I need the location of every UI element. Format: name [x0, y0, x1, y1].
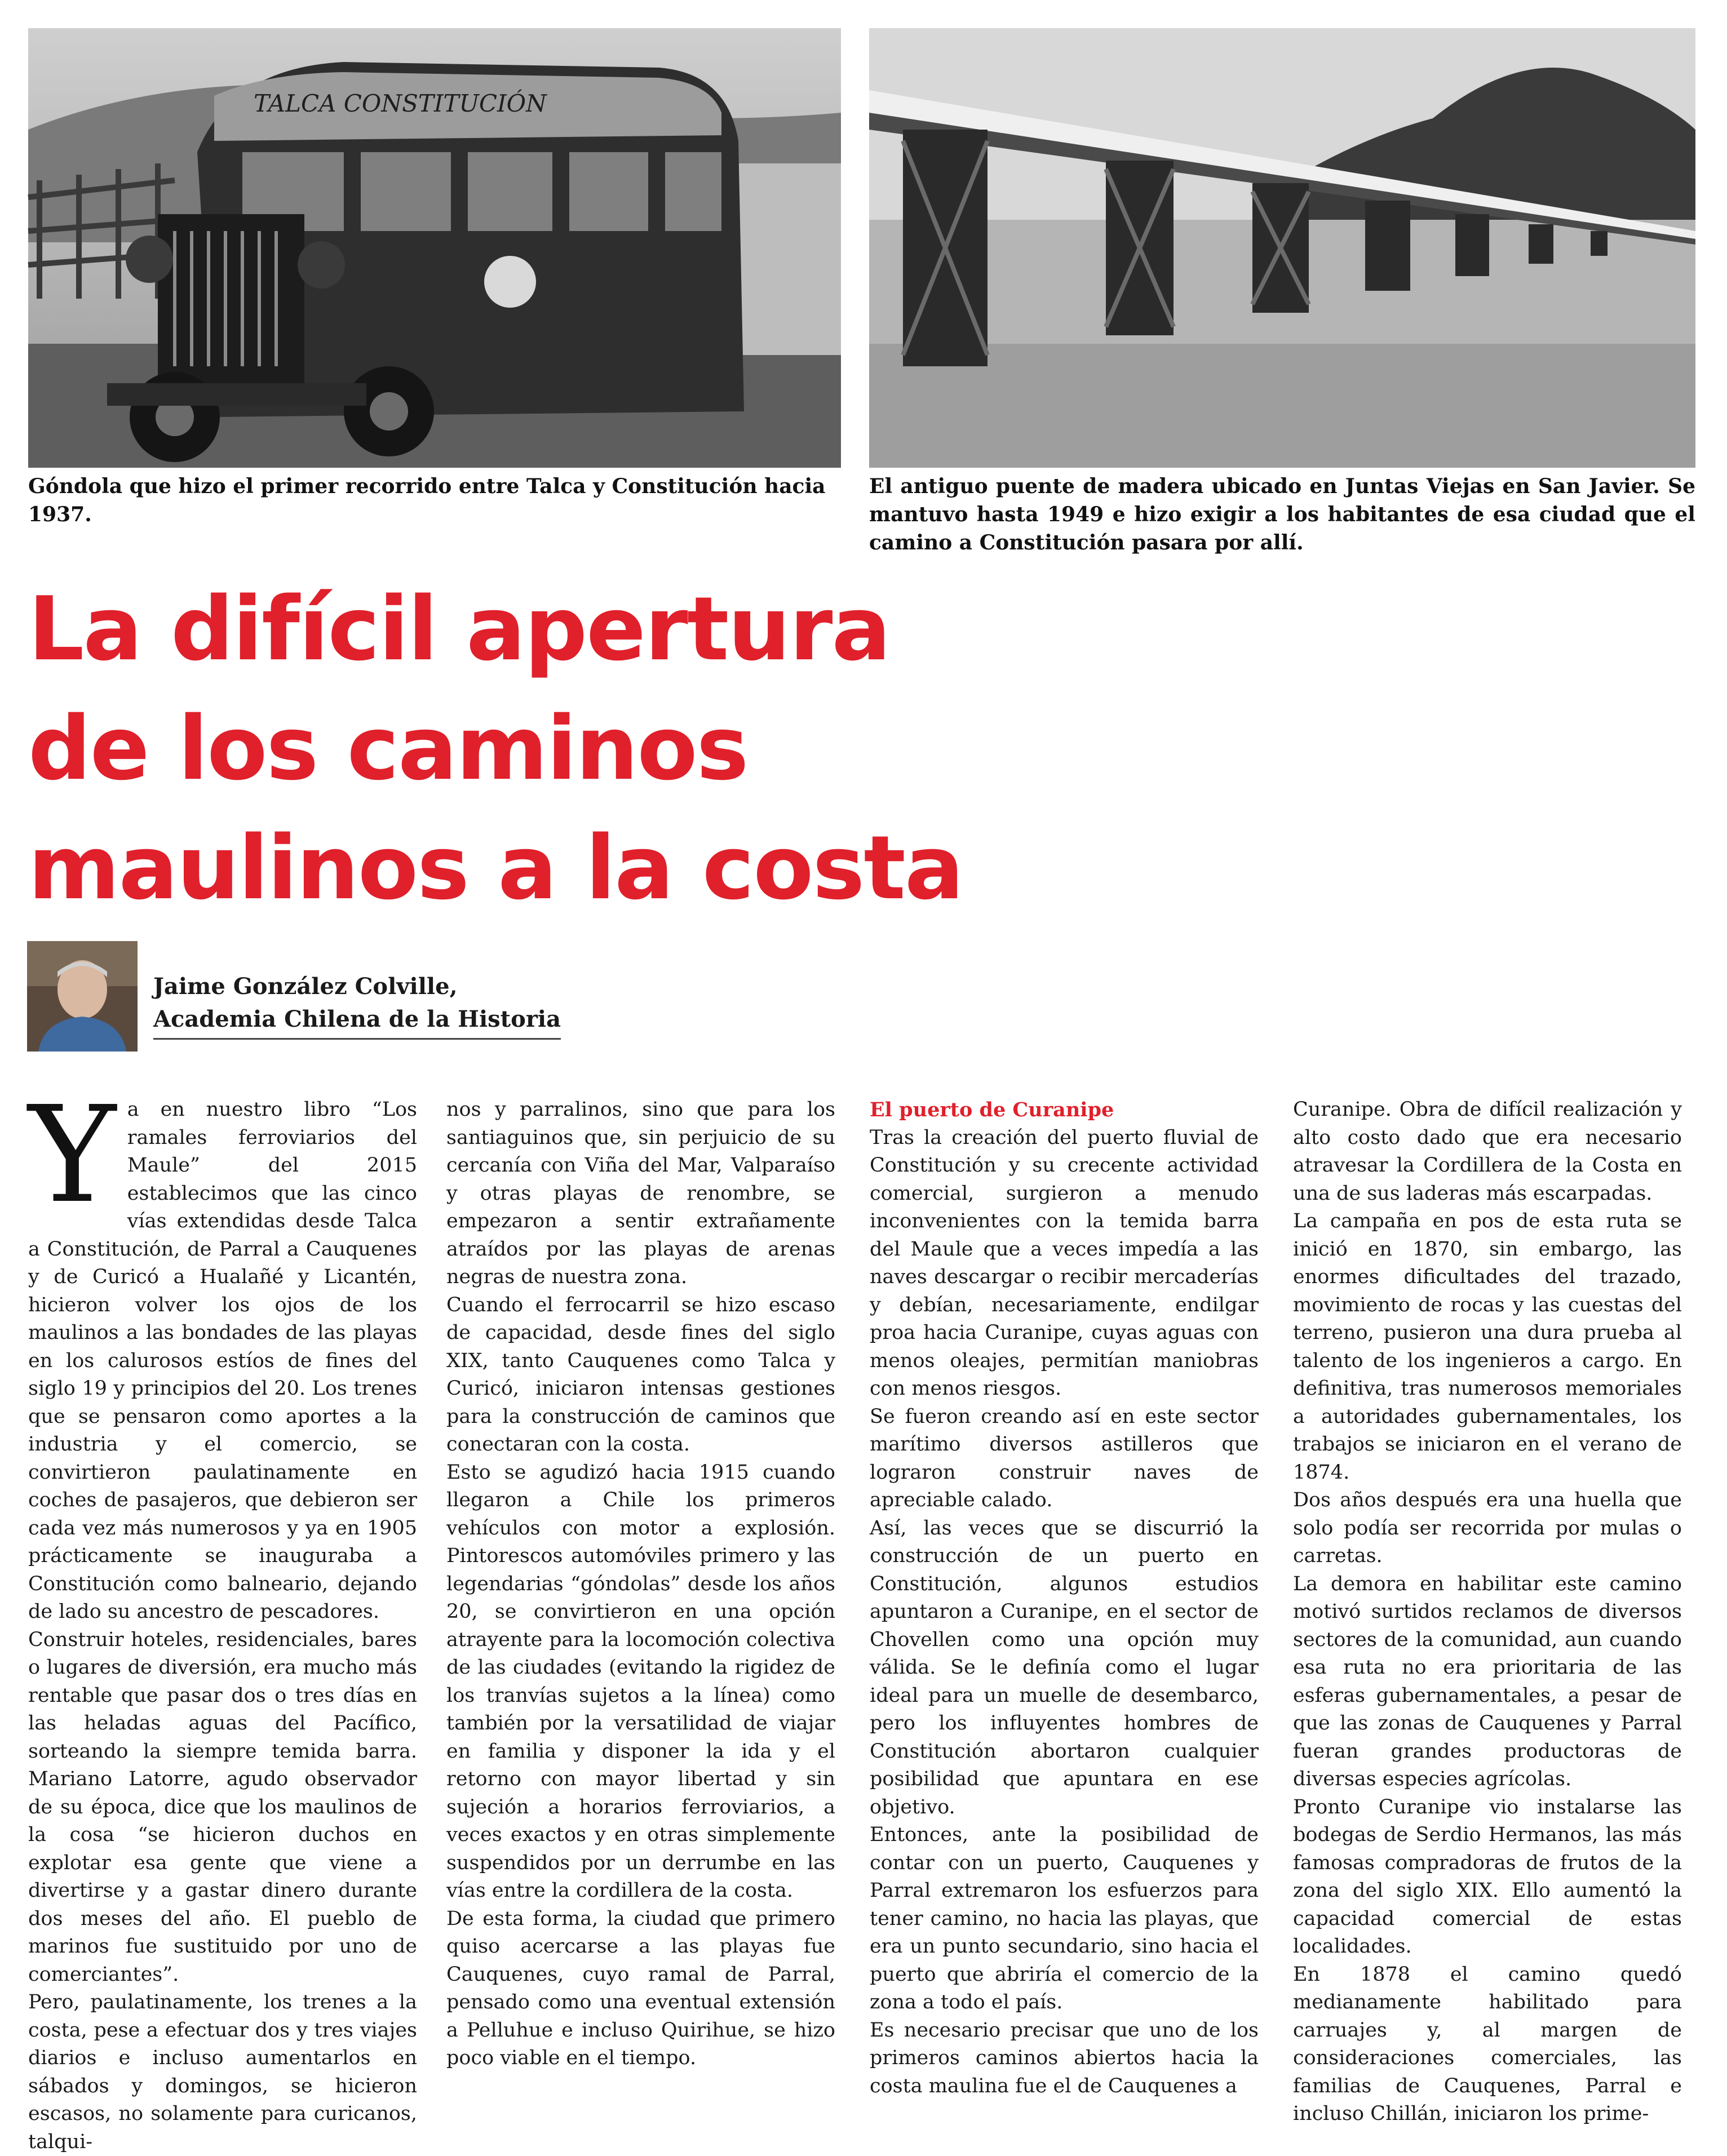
author-affiliation: Academia Chilena de la Historia — [153, 1006, 561, 1032]
paragraph: De esta forma, la ciudad que primero quiso acercarse a las playas fue Cauquenes, cuyo ramal de Parral, pensado como una eventual extensión a Pelluhue e incluso Quirihue, se hizo poco viable en el tiempo. — [446, 1907, 835, 2069]
bus-sign-text: TALCA CONSTITUCIÓN — [254, 90, 547, 117]
paragraph — [28, 1077, 417, 1626]
paragraph: Tras la creación del puerto fluvial de Constitución y su crecente actividad comercial, surgieron a menudo inconvenientes con la temida barra del Maule que a veces impedía a las naves descargar o recibir mercaderías y debían, necesariamente, endilgar proa hacia Curanipe, cuyas aguas con menos oleajes, permitían maniobras con menos riesgos. — [870, 1126, 1259, 1400]
bus-photo-caption: Góndola que hizo el primer recorrido entre Talca y Constitución hacia 1937. — [28, 474, 826, 526]
bridge-illustration — [869, 28, 1695, 468]
paragraph: La demora en habilitar este camino motivó surtidos reclamos de diversos sectores de la comunidad, aun cuando esa ruta no era prioritaria de las esferas gubernamentales, a pesar de que las zonas de Cauquenes y Parral fueran grandes productoras de diversas especies agrícolas. — [1293, 1572, 1682, 1790]
paragraph: Pronto Curanipe vio instalarse las bodegas de Serdio Hermanos, las más famosas compradoras de frutos de la zona del siglo XIX. Ello aumentó la capacidad comercial de estas localidades. — [1293, 1795, 1682, 1958]
paragraph: Curanipe. Obra de difícil realización y alto costo dado que era necesario atravesar la Cordillera de la Costa en una de sus laderas más escarpadas. — [1293, 1098, 1682, 1205]
article-column-4 — [1293, 1096, 1682, 2125]
paragraph: Se fueron creando así en este sector marítimo diversos astilleros que lograron construir naves de apreciable calado. — [870, 1405, 1259, 1511]
bridge-photo — [869, 28, 1695, 468]
paragraph: La campaña en pos de esta ruta se inició en 1870, sin embargo, las enormes dificultades del trazado, movimiento de rocas y las cuestas del terreno, pusieron una dura prueba al talento de los ingenieros a cargo. En definitiva, tras numerosos memoriales a autoridades gubernamentales, los trabajos se iniciaron en el verano de 1874. — [1293, 1210, 1682, 1484]
paragraph: Entonces, ante la posibilidad de contar con un puerto, Cauquenes y Parral extremaron los esfuerzos para tener camino, no hacia las playas, que era un punto secundario, sino hacia el puerto que abriría el comercio de la zona a todo el país. — [870, 1824, 1259, 2013]
paragraph: nos y parralinos, sino que para los santiaguinos que, sin perjuicio de su cercanía con Viña del Mar, Valparaíso y otras playas de renombre, se empezaron a sentir extrañamente atraídos por las playas de arenas negras de nuestra zona. — [446, 1098, 835, 1288]
drop-cap: Y — [28, 1077, 116, 1232]
bridge-photo-caption: El antiguo puente de madera ubicado en Juntas Viejas en San Javier. Se mantuvo hasta 1949 e hizo exigir a los habitantes de esa ciudad que el camino a Constitución pasara por allí. — [869, 474, 1695, 554]
article-column-1 — [28, 1077, 417, 2153]
paragraph: Pero, paulatinamente, los trenes a la costa, pese a efectuar dos y tres viajes diarios e incluso aumentarlos en sábados y domingos, se hicieron escasos, no solamente para curicanos, talqui- — [28, 1991, 417, 2153]
article-column-3 — [870, 1096, 1259, 2116]
paragraph: Es necesario precisar que uno de los primeros caminos abiertos hacia la costa maulina fue el de Cauquenes a — [870, 2019, 1259, 2097]
paragraph: Esto se agudizó hacia 1915 cuando llegaron a Chile los primeros vehículos con motor a explosión. Pintorescos automóviles primero y las legendarias “góndolas” desde los años 20, se convirtieron en una opción atrayente para la locomoción colectiva de las ciudades (evitando la rigidez de los tranvías sujetos a la línea) como también por la versatilidad de viajar en familia y disponer la ida y el retorno con mayor libertad y sin sujeción a horarios ferroviarios, a veces exactos y en otras simplemente suspendidos por un derrumbe en las vías entre la cordillera de la costa. — [446, 1461, 835, 1902]
author-name: Jaime González Colville, — [153, 973, 458, 1000]
paragraph: Así, las veces que se discurrió la construcción de un puerto en Constitución, algunos estudios apuntaron a Curanipe, en el sector de Chovellen como una opción muy válida. Se le definía como el lugar ideal para un muelle de desembarco, pero los influyentes hombres de Constitución abortaron cualquier posibilidad que apuntara en ese objetivo. — [870, 1516, 1259, 1818]
author-byline — [153, 970, 561, 1040]
author-avatar — [27, 941, 138, 1052]
headline-line-1: La difícil apertura — [28, 578, 890, 680]
section-subhead: El puerto de Curanipe — [870, 1098, 1114, 1121]
paragraph: Construir hoteles, residenciales, bares o lugares de diversión, era mucho más rentable que pasar dos o tres días en las heladas aguas del Pacífico, sorteando la siempre temida barra. Mariano Latorre, agudo observador de su época, dice que los maulinos de la cosa “se hicieron duchos en explotar esa gente que viene a divertirse y a gastar dinero durante dos meses del año. El pueblo de marinos fue sustituido por uno de comerciantes”. — [28, 1628, 417, 1986]
paragraph-text: a en nuestro libro “Los ramales ferroviarios del Maule” del 2015 establecimos que las cinco vías extendidas desde Talca a Constitución, de Parral a Cauquenes y de Curicó a Hualañé y Licantén, hicieron volver los ojos de los maulinos a las bondades de las playas en los calurosos estíos de fines del siglo 19 y principios del 20. Los trenes que se pensaron como aportes a la industria y el comercio, se convirtieron paulatinamente en coches de pasajeros, que debieron ser cada vez más numerosos y ya en 1905 prácticamente se inauguraba a Constitución como balneario, dejando de lado su ancestro de pescadores. — [28, 1098, 417, 1623]
article-column-2 — [446, 1096, 835, 2116]
headline-line-2: de los caminos — [28, 697, 748, 800]
bus-illustration — [28, 28, 841, 468]
paragraph: Dos años después era una huella que solo podía ser recorrida por mulas o carretas. — [1293, 1489, 1682, 1567]
headline — [28, 569, 1099, 928]
bus-photo — [28, 28, 841, 468]
paragraph: En 1878 el camino quedó medianamente habilitado para carruajes y, al margen de consideraciones comerciales, las familias de Cauquenes, Parral e incluso Chillán, iniciaron los prime- — [1293, 1963, 1682, 2125]
paragraph: Cuando el ferrocarril se hizo escaso de capacidad, desde fines del siglo XIX, tanto Cauquenes como Talca y Curicó, iniciaron intensas gestiones para la construcción de caminos que conectaran con la costa. — [446, 1293, 835, 1456]
headline-line-3: maulinos a la costa — [28, 817, 963, 919]
